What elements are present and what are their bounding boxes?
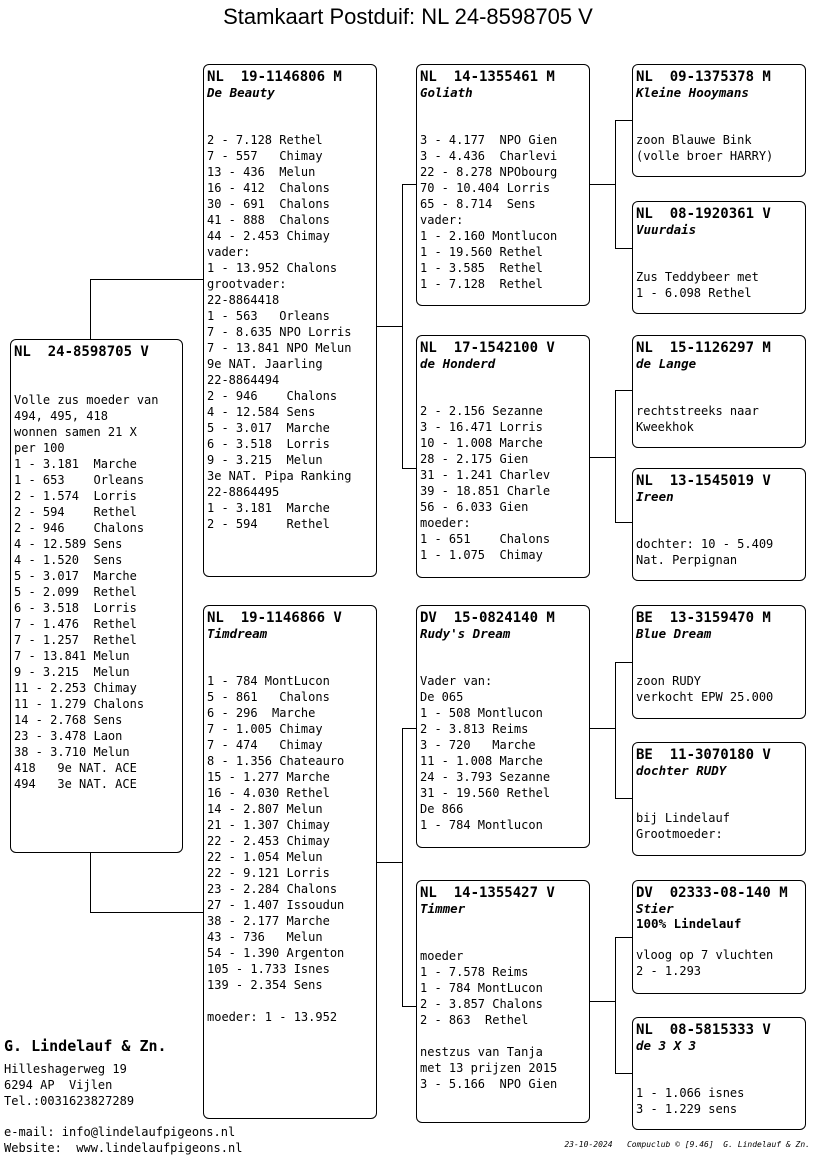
card-line: 9 - 3.215 Melun xyxy=(207,453,323,467)
ring-number: NL 08-5815333 V xyxy=(636,1022,771,1038)
card-line: met 13 prijzen 2015 xyxy=(420,1061,558,1075)
ring-number: BE 13-3159470 M xyxy=(636,610,771,626)
connector-line xyxy=(402,184,403,468)
pedigree-card-ff[interactable] xyxy=(416,64,590,306)
connector-line xyxy=(376,862,402,863)
connector-line xyxy=(615,937,616,1073)
card-line: 2 - 1.293 xyxy=(636,964,702,978)
card-line: 1 - 784 MontLucon xyxy=(420,981,543,995)
ring-number: NL 09-1375378 M xyxy=(636,69,771,85)
pigeon-name: de Honderd xyxy=(420,356,496,371)
card-line: 14 - 2.768 Sens xyxy=(14,713,123,727)
card-lines xyxy=(636,403,802,435)
card-line: Vader van: xyxy=(420,674,493,688)
ring-number: NL 19-1146866 V xyxy=(207,610,342,626)
pigeon-name: Ireen xyxy=(636,489,674,504)
pedigree-card-mmm[interactable] xyxy=(632,1017,806,1130)
card-line: 418 9e NAT. ACE xyxy=(14,761,137,775)
card-line: 2 - 946 Chalons xyxy=(207,389,338,403)
card-line: De 866 xyxy=(420,802,464,816)
ring-number: NL 13-1545019 V xyxy=(636,473,771,489)
card-line xyxy=(207,993,373,1009)
card-line: 9 - 3.215 Melun xyxy=(14,665,130,679)
owner-phone: Tel.:0031623827289 xyxy=(4,1094,135,1108)
card-line: 1 - 1.066 isnes xyxy=(636,1086,745,1100)
card-line: 5 - 2.099 Rethel xyxy=(14,585,137,599)
card-line: 3 - 4.177 NPO Gien xyxy=(420,133,558,147)
card-line: 3 - 16.471 Lorris xyxy=(420,420,543,434)
card-lines xyxy=(636,1085,802,1117)
card-line: 2 - 1.574 Lorris xyxy=(14,489,137,503)
card-line: Zus Teddybeer met xyxy=(636,270,759,284)
card-line: vader: xyxy=(420,213,464,227)
card-line: 2 - 3.857 Chalons xyxy=(420,997,543,1011)
card-line: 7 - 13.841 NPO Melun xyxy=(207,341,352,355)
card-line: 1 - 653 Orleans xyxy=(14,473,145,487)
card-line: 1 - 3.181 Marche xyxy=(207,501,330,515)
card-line: 16 - 4.030 Rethel xyxy=(207,786,330,800)
card-lines xyxy=(14,392,179,792)
card-line: 1 - 508 Montlucon xyxy=(420,706,543,720)
card-line: 9e NAT. Jaarling xyxy=(207,357,323,371)
card-line: rechtstreeks naar xyxy=(636,404,759,418)
card-line: 1 - 7.578 Reims xyxy=(420,965,529,979)
card-line: 56 - 6.033 Gien xyxy=(420,500,529,514)
card-line: De 065 xyxy=(420,690,464,704)
card-line: 15 - 1.277 Marche xyxy=(207,770,330,784)
card-line: 1 - 6.098 Rethel xyxy=(636,286,752,300)
connector-line xyxy=(615,937,633,938)
card-line: 4 - 12.589 Sens xyxy=(14,537,123,551)
card-line: vader: xyxy=(207,245,251,259)
card-line: 2 - 946 Chalons xyxy=(14,521,145,535)
card-line: 41 - 888 Chalons xyxy=(207,213,330,227)
card-line: 1 - 3.181 Marche xyxy=(14,457,137,471)
connector-line xyxy=(402,468,417,469)
card-line: 43 - 736 Melun xyxy=(207,930,323,944)
pigeon-name: Vuurdais xyxy=(636,222,697,237)
card-line: zoon RUDY xyxy=(636,674,702,688)
card-line: 3e NAT. Pipa Ranking xyxy=(207,469,352,483)
card-line: 7 - 1.005 Chimay xyxy=(207,722,323,736)
pigeon-name: de Lange xyxy=(636,356,697,371)
connector-line xyxy=(615,1073,633,1074)
pedigree-card-subject[interactable] xyxy=(10,339,183,853)
owner-email: e-mail: info@lindelaufpigeons.nl xyxy=(4,1125,236,1139)
connector-line xyxy=(402,184,417,185)
card-line: 21 - 1.307 Chimay xyxy=(207,818,330,832)
card-line: 1 - 19.560 Rethel xyxy=(420,245,543,259)
pigeon-name: De Beauty xyxy=(207,85,275,100)
pedigree-card-mmf[interactable] xyxy=(632,880,806,994)
card-line: 2 - 7.128 Rethel xyxy=(207,133,323,147)
ring-number: NL 24-8598705 V xyxy=(14,344,149,360)
card-line: 22 - 2.453 Chimay xyxy=(207,834,330,848)
card-line: 2 - 594 Rethel xyxy=(14,505,137,519)
card-line: Kweekhok xyxy=(636,420,694,434)
card-line: grootvader: xyxy=(207,277,287,291)
card-line xyxy=(420,1028,586,1044)
card-line: zoon Blauwe Bink xyxy=(636,133,752,147)
connector-line xyxy=(90,279,91,341)
connector-line xyxy=(615,662,633,663)
connector-line xyxy=(589,1001,615,1002)
connector-line xyxy=(589,728,615,729)
card-line: moeder: 1 - 13.952 xyxy=(207,1010,338,1024)
card-line: 38 - 2.177 Marche xyxy=(207,914,330,928)
pigeon-name: Timdream xyxy=(207,626,268,641)
card-lines xyxy=(636,810,802,842)
card-line: 3 - 5.166 NPO Gien xyxy=(420,1077,558,1091)
card-line: 3 - 4.436 Charlevi xyxy=(420,149,558,163)
card-line: 54 - 1.390 Argenton xyxy=(207,946,345,960)
card-line: 1 - 784 Montlucon xyxy=(420,818,543,832)
card-line: 22-8864494 xyxy=(207,373,280,387)
card-line: Grootmoeder: xyxy=(636,827,723,841)
card-line: 13 - 436 Melun xyxy=(207,165,316,179)
card-line: 24 - 3.793 Sezanne xyxy=(420,770,551,784)
pedigree-card-mf[interactable] xyxy=(416,605,590,848)
card-line: Nat. Perpignan xyxy=(636,553,738,567)
card-lines xyxy=(207,673,373,1025)
connector-line xyxy=(615,798,633,799)
card-line: 31 - 1.241 Charlev xyxy=(420,468,551,482)
connector-line xyxy=(615,662,616,798)
pedigree-card-fmf[interactable] xyxy=(632,335,806,448)
card-line: 7 - 13.841 Melun xyxy=(14,649,130,663)
connector-line xyxy=(615,120,616,248)
card-line: 6 - 3.518 Lorris xyxy=(14,601,137,615)
card-line: 65 - 8.714 Sens xyxy=(420,197,536,211)
card-line: 3 - 720 Marche xyxy=(420,738,536,752)
card-lines xyxy=(636,269,802,301)
card-line: 1 - 7.128 Rethel xyxy=(420,277,543,291)
card-line: 11 - 1.279 Chalons xyxy=(14,697,145,711)
card-lines xyxy=(636,947,802,979)
card-line: 30 - 691 Chalons xyxy=(207,197,330,211)
connector-line xyxy=(589,184,615,185)
card-line: 7 - 557 Chimay xyxy=(207,149,323,163)
pigeon-name: dochter RUDY xyxy=(636,763,727,778)
connector-line xyxy=(615,390,616,522)
ring-number: NL 19-1146806 M xyxy=(207,69,342,85)
pedigree-card-fff[interactable] xyxy=(632,64,806,177)
ring-number: NL 08-1920361 V xyxy=(636,206,771,222)
card-line: Volle zus moeder van xyxy=(14,393,159,407)
owner-website: Website: www.lindelaufpigeons.nl xyxy=(4,1141,243,1155)
ring-number: DV 02333-08-140 M xyxy=(636,885,788,901)
pigeon-name: Stier xyxy=(636,901,674,916)
card-lines xyxy=(420,673,586,833)
connector-line xyxy=(615,522,633,523)
card-line: 23 - 3.478 Laon xyxy=(14,729,123,743)
card-line: 70 - 10.404 Lorris xyxy=(420,181,551,195)
pedigree-card-fm[interactable] xyxy=(416,335,590,578)
card-lines xyxy=(420,132,586,292)
ring-number: NL 15-1126297 M xyxy=(636,340,771,356)
card-line: vloog op 7 vluchten xyxy=(636,948,774,962)
print-credit: 23-10-2024 Compuclub © [9.46] G. Lindelauf & Zn. xyxy=(564,1140,810,1149)
card-lines xyxy=(636,132,802,164)
card-line: 1 - 784 MontLucon xyxy=(207,674,330,688)
card-line: 16 - 412 Chalons xyxy=(207,181,330,195)
card-line: moeder: xyxy=(420,516,471,530)
card-line: 14 - 2.807 Melun xyxy=(207,802,323,816)
card-line: 11 - 1.008 Marche xyxy=(420,754,543,768)
ring-number: NL 14-1355461 M xyxy=(420,69,555,85)
card-line: 2 - 594 Rethel xyxy=(207,517,330,531)
card-line: 22 - 1.054 Melun xyxy=(207,850,323,864)
pigeon-name: Blue Dream xyxy=(636,626,712,641)
card-line: 28 - 2.175 Gien xyxy=(420,452,529,466)
contact-info xyxy=(4,1124,242,1156)
card-line: 7 - 8.635 NPO Lorris xyxy=(207,325,352,339)
connector-line xyxy=(615,390,633,391)
card-line: 22-8864418 xyxy=(207,293,280,307)
card-lines xyxy=(636,673,802,705)
card-line: nestzus van Tanja xyxy=(420,1045,543,1059)
pigeon-name-extra: 100% Lindelauf xyxy=(636,916,742,931)
pedigree-card-mff[interactable] xyxy=(632,605,806,719)
card-line: 7 - 1.476 Rethel xyxy=(14,617,137,631)
card-line: 2 - 3.813 Reims xyxy=(420,722,529,736)
card-line: 22 - 8.278 NPObourg xyxy=(420,165,558,179)
card-line: 4 - 1.520 Sens xyxy=(14,553,123,567)
ring-number: BE 11-3070180 V xyxy=(636,747,771,763)
card-line: (volle broer HARRY) xyxy=(636,149,774,163)
connector-line xyxy=(90,912,204,913)
card-line: 6 - 296 Marche xyxy=(207,706,316,720)
card-line: verkocht EPW 25.000 xyxy=(636,690,774,704)
owner-city: 6294 AP Vijlen xyxy=(4,1078,113,1092)
connector-line xyxy=(376,326,402,327)
pedigree-card-mother[interactable] xyxy=(203,605,377,1119)
pedigree-card-father[interactable] xyxy=(203,64,377,577)
card-line: 4 - 12.584 Sens xyxy=(207,405,316,419)
card-line: 22 - 9.121 Lorris xyxy=(207,866,330,880)
connector-line xyxy=(402,1006,417,1007)
card-line: 1 - 1.075 Chimay xyxy=(420,548,543,562)
pedigree-card-mfm[interactable] xyxy=(632,742,806,856)
pedigree-card-ffm[interactable] xyxy=(632,201,806,314)
card-line: 105 - 1.733 Isnes xyxy=(207,962,330,976)
card-line: 1 - 2.160 Montlucon xyxy=(420,229,558,243)
card-line: 494, 495, 418 xyxy=(14,409,108,423)
connector-line xyxy=(589,457,615,458)
card-line: 1 - 651 Chalons xyxy=(420,532,551,546)
card-line: 1 - 3.585 Rethel xyxy=(420,261,543,275)
card-line: 494 3e NAT. ACE xyxy=(14,777,137,791)
card-line: 44 - 2.453 Chimay xyxy=(207,229,330,243)
card-lines xyxy=(636,536,802,568)
card-line: 27 - 1.407 Issoudun xyxy=(207,898,345,912)
connector-line xyxy=(615,248,633,249)
card-line: bij Lindelauf xyxy=(636,811,730,825)
connector-line xyxy=(90,279,204,280)
card-line: 39 - 18.851 Charle xyxy=(420,484,551,498)
card-line: 5 - 861 Chalons xyxy=(207,690,330,704)
card-line: wonnen samen 21 X xyxy=(14,425,137,439)
pigeon-name: Kleine Hooymans xyxy=(636,85,749,100)
card-lines xyxy=(207,132,373,532)
card-line: 38 - 3.710 Melun xyxy=(14,745,130,759)
card-line: 11 - 2.253 Chimay xyxy=(14,681,137,695)
card-line: 31 - 19.560 Rethel xyxy=(420,786,551,800)
pigeon-name: Goliath xyxy=(420,85,473,100)
card-line: 5 - 3.017 Marche xyxy=(14,569,137,583)
pedigree-card-fmm[interactable] xyxy=(632,468,806,581)
card-line: 22-8864495 xyxy=(207,485,280,499)
card-line: per 100 xyxy=(14,441,65,455)
page-title: Stamkaart Postduif: NL 24-8598705 V xyxy=(223,4,593,29)
card-line: 7 - 474 Chimay xyxy=(207,738,323,752)
pedigree-card-mm[interactable] xyxy=(416,880,590,1123)
card-line: 6 - 3.518 Lorris xyxy=(207,437,330,451)
owner-info xyxy=(4,1037,167,1109)
connector-line xyxy=(90,852,91,912)
pigeon-name: Timmer xyxy=(420,901,466,916)
card-lines xyxy=(420,403,586,563)
card-line: 2 - 863 Rethel xyxy=(420,1013,529,1027)
owner-name: G. Lindelauf & Zn. xyxy=(4,1037,167,1055)
card-line: 7 - 1.257 Rethel xyxy=(14,633,137,647)
connector-line xyxy=(402,728,403,1006)
card-lines xyxy=(420,948,586,1092)
connector-line xyxy=(402,728,417,729)
pigeon-name: Rudy's Dream xyxy=(420,626,511,641)
card-line: 2 - 2.156 Sezanne xyxy=(420,404,543,418)
connector-line xyxy=(615,120,633,121)
card-line: 5 - 3.017 Marche xyxy=(207,421,330,435)
card-line: 1 - 13.952 Chalons xyxy=(207,261,338,275)
card-line: 10 - 1.008 Marche xyxy=(420,436,543,450)
ring-number: DV 15-0824140 M xyxy=(420,610,555,626)
pigeon-name: de 3 X 3 xyxy=(636,1038,697,1053)
card-line: 1 - 563 Orleans xyxy=(207,309,330,323)
owner-street: Hilleshagerweg 19 xyxy=(4,1062,127,1076)
card-line: dochter: 10 - 5.409 xyxy=(636,537,774,551)
card-line: 23 - 2.284 Chalons xyxy=(207,882,338,896)
card-line: 139 - 2.354 Sens xyxy=(207,978,323,992)
ring-number: NL 14-1355427 V xyxy=(420,885,555,901)
card-line: 3 - 1.229 sens xyxy=(636,1102,738,1116)
card-line: moeder xyxy=(420,949,464,963)
card-line: 8 - 1.356 Chateauro xyxy=(207,754,345,768)
ring-number: NL 17-1542100 V xyxy=(420,340,555,356)
